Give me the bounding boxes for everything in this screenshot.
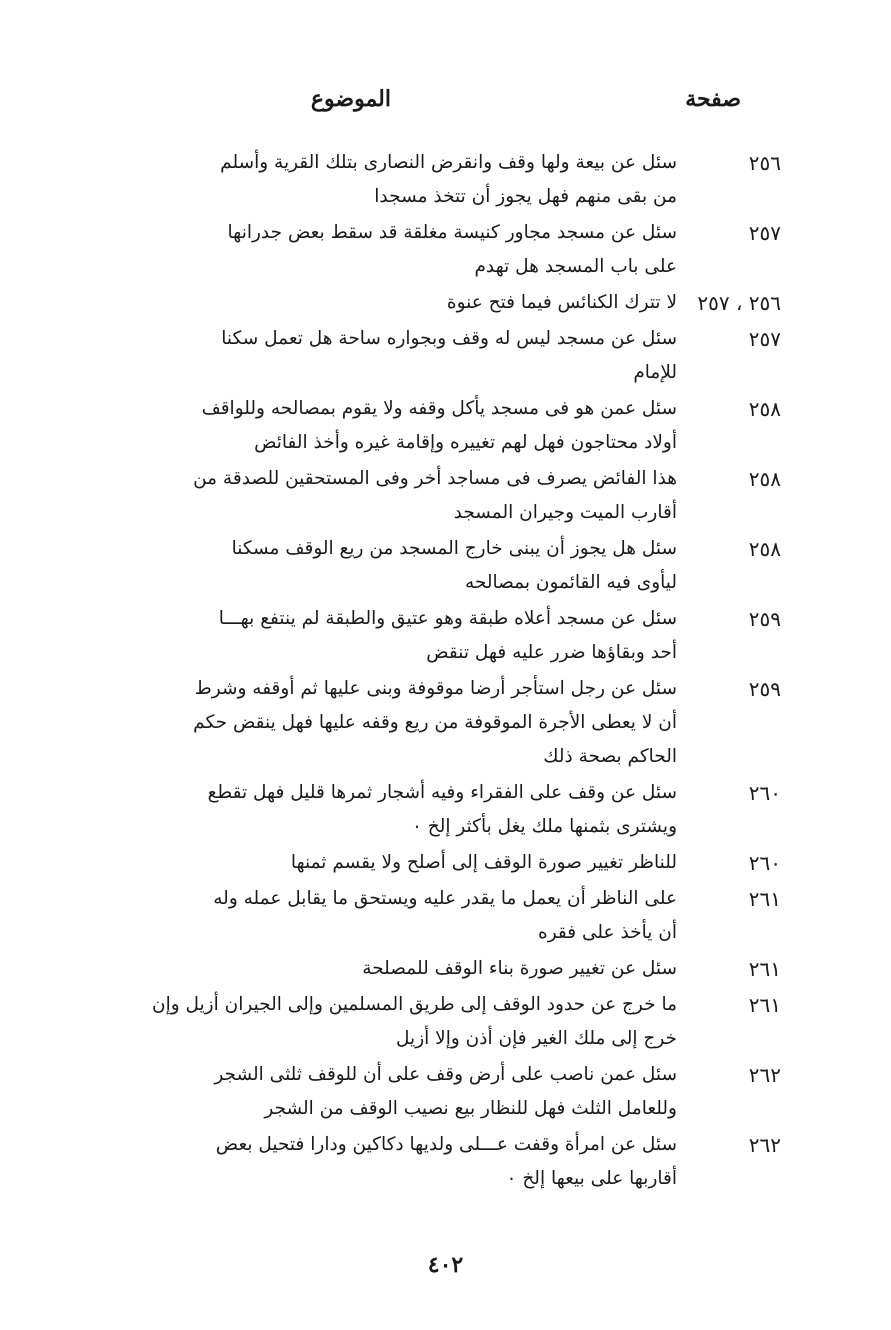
entry-page-number: ٢٦١ xyxy=(748,887,781,911)
entry-topic-line: أن يأخذ على فقره xyxy=(538,922,677,943)
entry-topic xyxy=(117,392,677,460)
entry-topic xyxy=(117,672,677,774)
entry-topic-line: سئل عن بيعة ولها وقف وانقرض النصارى بتلك القرية وأسلم xyxy=(220,152,677,173)
entry-page-number: ٢٦٢ xyxy=(748,1133,781,1157)
entry-page-number: ٢٥٩ xyxy=(748,607,781,631)
entry-page-number: ٢٦١ xyxy=(748,993,781,1017)
entry-topic xyxy=(117,216,677,284)
entry-topic xyxy=(117,462,677,530)
entry-topic-line: أولاد محتاجون فهل لهم تغييره وإقامة غيره وأخذ الفائض xyxy=(254,432,677,453)
entry-topic xyxy=(117,1128,677,1196)
index-entry xyxy=(81,146,781,214)
entry-topic-line: ما خرج عن حدود الوقف إلى طريق المسلمين وإلى الجيران أزيل وإن xyxy=(151,994,677,1015)
entry-topic xyxy=(117,146,677,214)
entry-topic-line: وللعامل الثلث فهل للنظار بيع نصيب الوقف من الشجر xyxy=(264,1098,677,1119)
entry-topic-line: سئل عن امرأة وقفت عـــلى ولديها دكاكين ودارا فتحيل بعض xyxy=(215,1134,677,1155)
entry-topic-line: على باب المسجد هل تهدم xyxy=(474,256,677,277)
entry-page-number: ٢٥٧ xyxy=(748,327,781,351)
index-entry xyxy=(81,1128,781,1196)
entry-topic-line: ويشترى بثمنها ملك يغل بأكثر إلخ ٠ xyxy=(411,816,677,837)
table-header xyxy=(0,86,891,126)
entry-page-number: ٢٥٨ xyxy=(748,397,781,421)
entry-topic-line: سئل عمن ناصب على أرض وقف على أن للوقف ثلثى الشجر xyxy=(214,1064,677,1085)
entry-topic-line: سئل عن تغيير صورة بناء الوقف للمصلحة xyxy=(362,958,677,979)
entry-topic xyxy=(117,952,677,986)
entry-topic-line: سئل عن وقف على الفقراء وفيه أشجار ثمرها قليل فهل تقطع xyxy=(207,782,677,803)
entry-page-number: ٢٦٠ xyxy=(748,781,781,805)
entry-page-number: ٢٥٨ xyxy=(748,467,781,491)
entry-topic-line: أحد وبقاؤها ضرر عليه فهل تنقض xyxy=(426,642,677,663)
entry-topic-line: أقارب الميت وجيران المسجد xyxy=(453,502,677,523)
entry-topic-line: على الناظر أن يعمل ما يقدر عليه ويستحق ما يقابل عمله وله xyxy=(213,888,677,909)
entry-topic-line: الحاكم بصحة ذلك xyxy=(543,746,677,767)
entry-page-number: ٢٥٦ xyxy=(748,151,781,175)
entry-page-number: ٢٥٦ ، ٢٥٧ xyxy=(697,291,781,315)
entry-topic-line: سئل عن مسجد مجاور كنيسة مغلقة قد سقط بعض جدرانها xyxy=(227,222,677,243)
entry-topic-line: لا تترك الكنائس فيما فتح عنوة xyxy=(446,292,677,313)
entry-topic-line: سئل عن رجل استأجر أرضا موقوفة وبنى عليها ثم أوقفه وشرط xyxy=(194,678,677,699)
entry-page-number: ٢٦٢ xyxy=(748,1063,781,1087)
page-column-heading: صفحة xyxy=(685,86,741,112)
entry-topic-line: للإمام xyxy=(633,362,677,383)
entry-topic-line: للناظر تغيير صورة الوقف إلى أصلح ولا يقسم ثمنها xyxy=(290,852,677,873)
entry-topic-line: من بقى منهم فهل يجوز أن تتخذ مسجدا xyxy=(374,186,677,207)
index-entry xyxy=(81,952,781,986)
entry-topic-line: ليأوى فيه القائمون بمصالحه xyxy=(464,572,677,593)
entry-topic xyxy=(117,776,677,844)
index-entry xyxy=(81,392,781,460)
entry-topic-line: سئل عن مسجد ليس له وقف وبجواره ساحة هل تعمل سكنا xyxy=(221,328,677,349)
entry-topic xyxy=(117,602,677,670)
index-entry xyxy=(81,846,781,880)
index-entry xyxy=(81,988,781,1056)
index-entry xyxy=(81,462,781,530)
entry-topic-line: هذا الفائض يصرف فى مساجد أخر وفى المستحقين للصدقة من xyxy=(193,468,677,489)
entry-topic xyxy=(117,988,677,1056)
entry-page-number: ٢٥٧ xyxy=(748,221,781,245)
entry-topic xyxy=(117,532,677,600)
index-entry xyxy=(81,776,781,844)
index-entry xyxy=(81,532,781,600)
index-entries xyxy=(81,146,781,1198)
entry-page-number: ٢٦٠ xyxy=(748,851,781,875)
entry-topic-line: سئل هل يجوز أن يبنى خارج المسجد من ريع الوقف مسكنا xyxy=(231,538,677,559)
page-number: ٤٠٢ xyxy=(427,1252,464,1278)
entry-page-number: ٢٦١ xyxy=(748,957,781,981)
index-entry xyxy=(81,216,781,284)
entry-topic xyxy=(117,846,677,880)
index-entry xyxy=(81,882,781,950)
index-entry xyxy=(81,286,781,320)
entry-topic xyxy=(117,286,677,320)
index-entry xyxy=(81,322,781,390)
entry-topic-line: سئل عمن هو فى مسجد يأكل وقفه ولا يقوم بمصالحه وللواقف xyxy=(201,398,677,419)
entry-topic-line: أقاربها على بيعها إلخ ٠ xyxy=(506,1168,677,1189)
entry-topic-line: خرج إلى ملك الغير فإن أذن وإلا أزيل xyxy=(396,1028,677,1049)
entry-page-number: ٢٥٨ xyxy=(748,537,781,561)
topic-column-heading: الموضوع xyxy=(310,86,391,112)
entry-topic-line: أن لا يعطى الأجرة الموقوفة من ريع وقفه عليها فهل ينقض حكم xyxy=(193,712,677,733)
entry-topic-line: سئل عن مسجد أعلاه طبقة وهو عتيق والطبقة لم ينتفع بهـــا xyxy=(218,608,677,629)
entry-topic xyxy=(117,882,677,950)
entry-page-number: ٢٥٩ xyxy=(748,677,781,701)
index-entry xyxy=(81,602,781,670)
index-entry xyxy=(81,1058,781,1126)
entry-topic xyxy=(117,1058,677,1126)
entry-topic xyxy=(117,322,677,390)
index-entry xyxy=(81,672,781,774)
